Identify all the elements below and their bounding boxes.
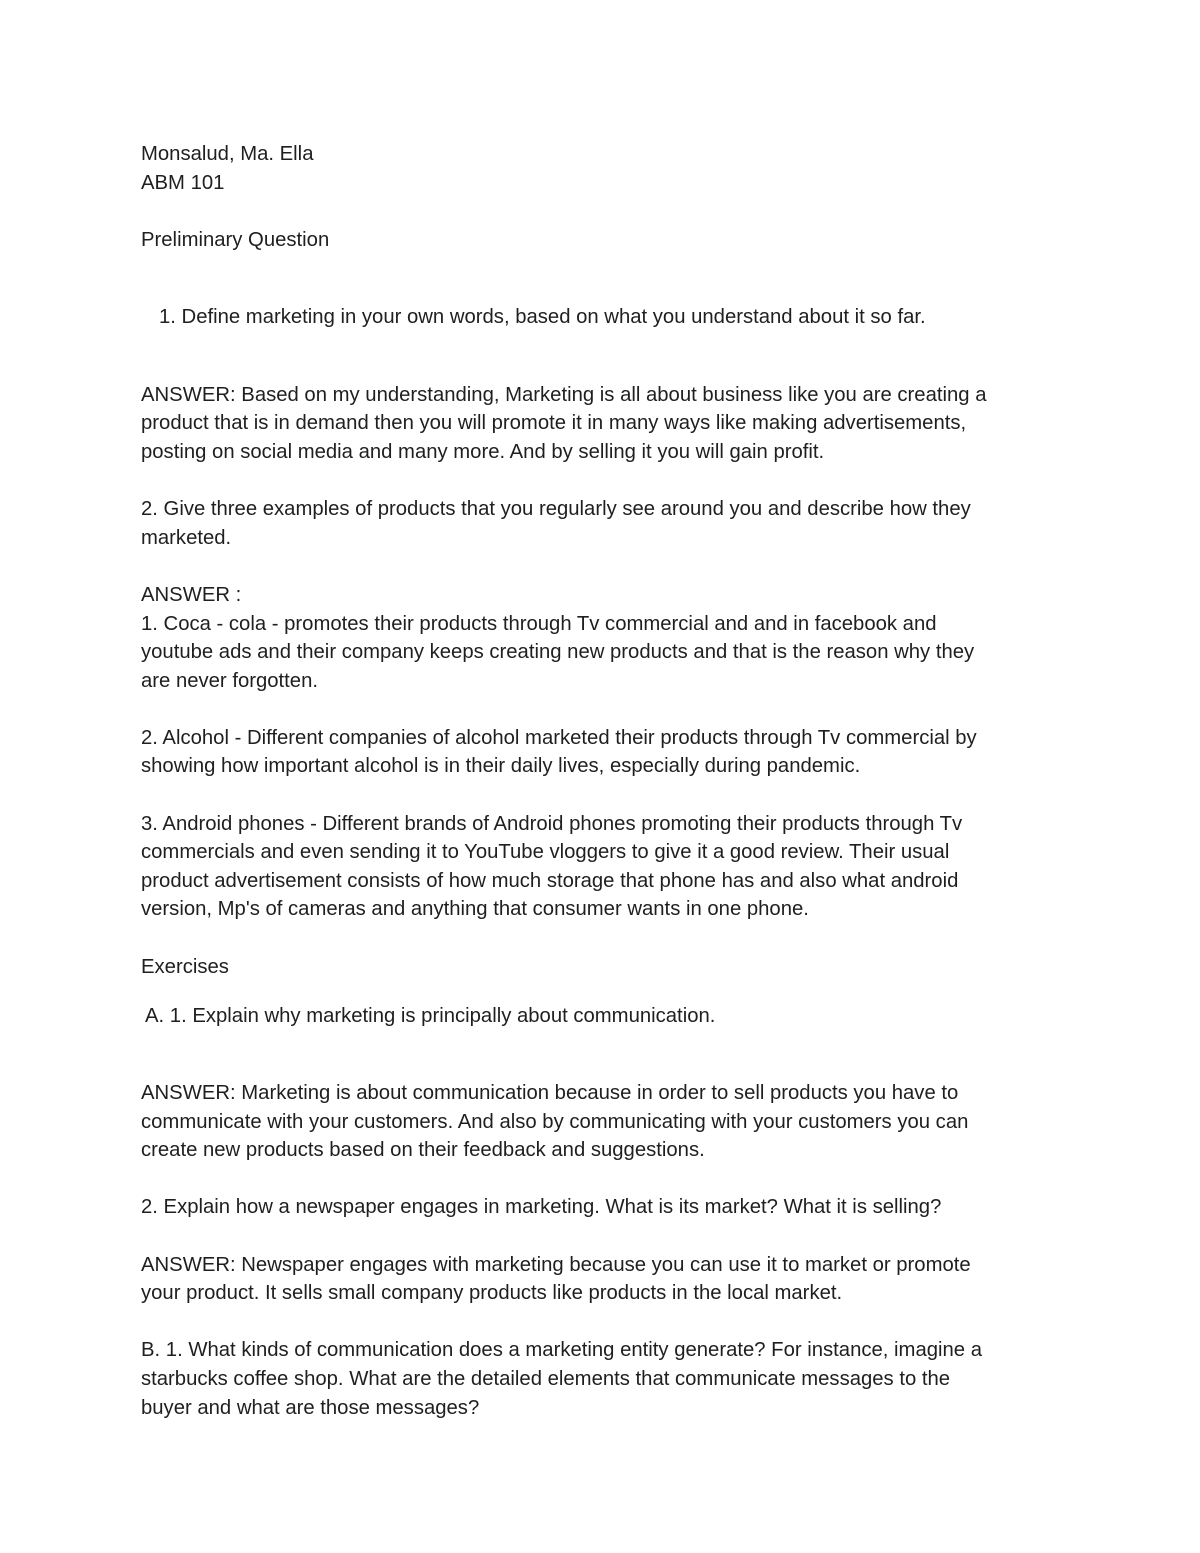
- answer-line: are never forgotten.: [141, 669, 319, 692]
- preliminary-answer-1: [141, 381, 1071, 467]
- answer-line: your product. It sells small company products like products in the local market.: [141, 1282, 843, 1305]
- spacer: [141, 467, 1071, 496]
- answer-line: showing how important alcohol is in their daily lives, especially during pandemic.: [141, 755, 861, 778]
- answer-item-coca-cola: [141, 610, 1071, 696]
- class-section: ABM 101: [141, 171, 225, 194]
- answer-line: ANSWER: Newspaper engages with marketing because you can use it to market or promote: [141, 1253, 971, 1276]
- exercise-b-question-1: [141, 1336, 1071, 1422]
- student-name: Monsalud, Ma. Ella: [141, 143, 314, 165]
- answer-label: ANSWER :: [141, 583, 242, 606]
- exercise-a-answer-2: [141, 1251, 1071, 1308]
- spacer: [141, 1222, 1071, 1251]
- answer-line: 2. Alcohol - Different companies of alcohol marketed their products through Tv commercial by: [141, 726, 977, 749]
- answer-line: product advertisement consists of how much storage that phone has and also what android: [141, 869, 959, 892]
- preliminary-question-1: 1. Define marketing in your own words, based on what you understand about it so far.: [159, 306, 926, 329]
- spacer: [141, 552, 1071, 581]
- document-body: [141, 140, 1071, 1422]
- answer-item-android-phones: [141, 810, 1071, 924]
- exercise-a-answer-1: [141, 1079, 1071, 1165]
- answer-line: 3. Android phones - Different brands of Android phones promoting their products through Tv: [141, 812, 963, 835]
- spacer: [141, 781, 1071, 810]
- preliminary-question-2: [141, 495, 1071, 552]
- answer-line: youtube ads and their company keeps creating new products and that is the reason why they: [141, 641, 975, 664]
- exercise-a-question-2: 2. Explain how a newspaper engages in marketing. What is its market? What it is selling?: [141, 1196, 942, 1219]
- answer-item-alcohol: [141, 724, 1071, 781]
- spacer: [141, 924, 1071, 953]
- exercises-heading: Exercises: [141, 955, 229, 978]
- spacer: [141, 1165, 1071, 1194]
- spacer: [141, 254, 1071, 283]
- question-line: marketed.: [141, 526, 232, 549]
- answer-line: ANSWER: Based on my understanding, Marketing is all about business like you are creating a: [141, 383, 987, 406]
- answer-line: ANSWER: Marketing is about communication because in order to sell products you have to: [141, 1082, 959, 1104]
- spacer: [141, 695, 1071, 724]
- answer-line: version, Mp's of cameras and anything that consumer wants in one phone.: [141, 898, 809, 921]
- answer-line: product that is in demand then you will promote it in many ways like making advertisements,: [141, 412, 967, 435]
- spacer: [141, 352, 1071, 381]
- spacer: [141, 197, 1071, 226]
- answer-line: commercials and even sending it to YouTube vloggers to give it a good review. Their usual: [141, 841, 950, 864]
- question-line: B. 1. What kinds of communication does a marketing entity generate? For instance, imagine a: [141, 1339, 982, 1362]
- answer-line: posting on social media and many more. And by selling it you will gain profit.: [141, 440, 825, 463]
- question-line: starbucks coffee shop. What are the detailed elements that communicate messages to the: [141, 1367, 951, 1390]
- question-line: buyer and what are those messages?: [141, 1396, 480, 1419]
- spacer: [141, 1308, 1071, 1337]
- spacer: [141, 1050, 1071, 1079]
- answer-line: communicate with your customers. And also by communicating with your customers you can: [141, 1110, 969, 1133]
- answer-line: create new products based on their feedback and suggestions.: [141, 1139, 705, 1162]
- exercise-a-question-1: A. 1. Explain why marketing is principally about communication.: [145, 1004, 716, 1027]
- answer-line: 1. Coca - cola - promotes their products through Tv commercial and and in facebook and: [141, 612, 937, 635]
- question-line: 2. Give three examples of products that you regularly see around you and describe how they: [141, 498, 971, 521]
- preliminary-heading: Preliminary Question: [141, 228, 330, 251]
